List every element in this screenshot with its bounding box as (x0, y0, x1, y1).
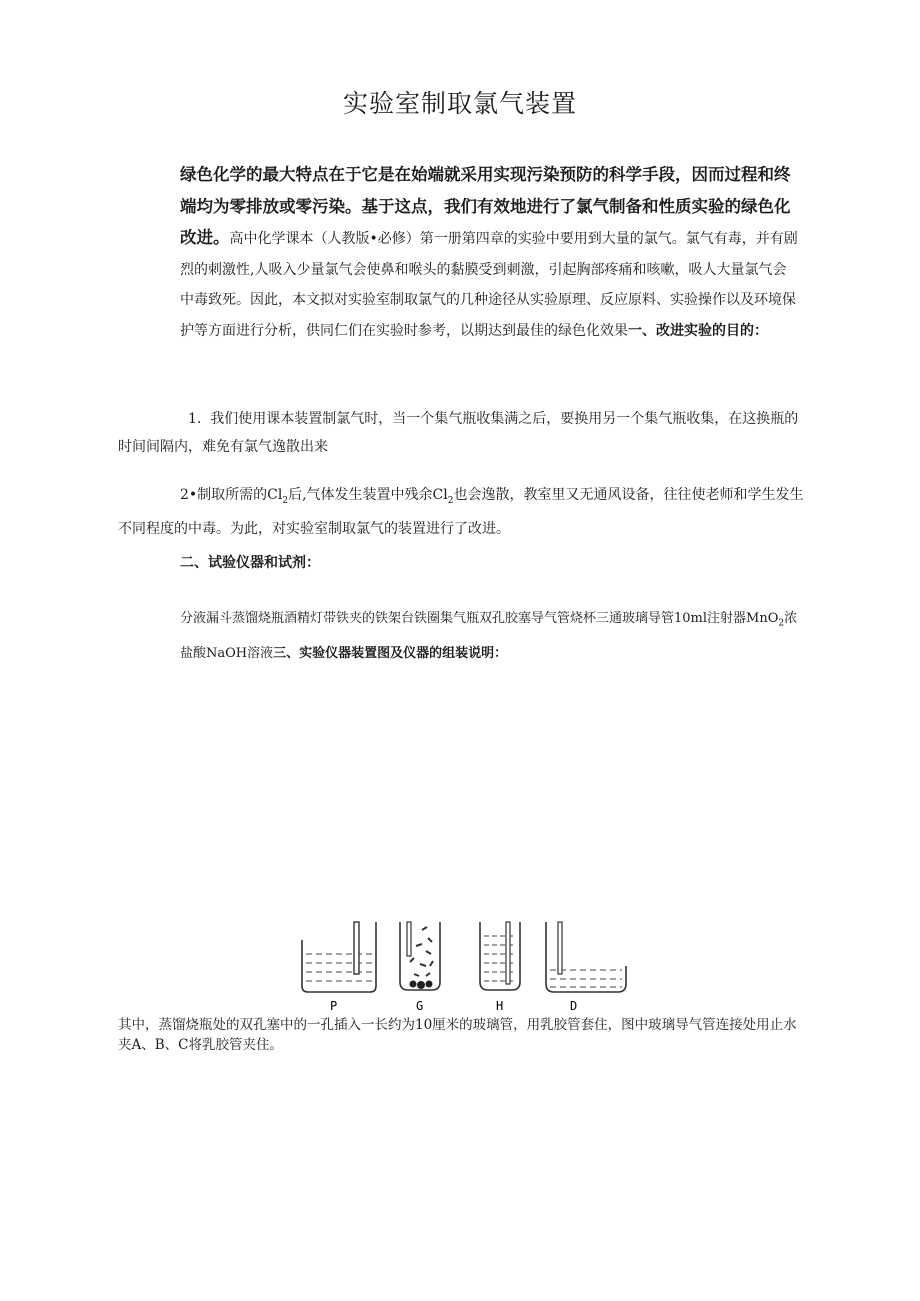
purpose-item-1 (118, 405, 804, 461)
reagents-text-b: 浓盐酸NaOH溶液 (180, 611, 798, 661)
reagents-text-a: 分液漏斗蒸馏烧瓶酒精灯带铁夹的铁架台铁圈集气瓶双孔胶塞导气管烧杯三通玻璃导管10ml注射器MnO (180, 611, 779, 626)
purpose-item-1-number: 1. (188, 411, 202, 427)
purpose-item-1-text: 我们使用课本装置制氯气时，当一个集气瓶收集满之后，要换用另一个集气瓶收集，在这换瓶的时间间隔内，难免有氯气逸散出来 (118, 411, 799, 455)
figure-label-P: P (330, 999, 338, 1013)
purpose-item-2-prefix: 2•制取所需的Cl (180, 487, 283, 503)
figure-label-H: H (496, 999, 504, 1013)
intro-paragraph (180, 160, 798, 346)
apparatus-G (400, 922, 440, 990)
subscript: 2 (778, 618, 785, 629)
subscript: 2 (447, 495, 454, 506)
apparatus-P (302, 922, 376, 992)
section1-heading: 一、改进实验的目的： (628, 322, 768, 339)
intro-bold-lead: 绿色化学的最大特点在于它是在始端就采用实现污染预防的科学手段，因而过程和终端均为零排放或零污染。基于这点，我们有效地进行了氯气制备和性质实验的绿色化改进。 (180, 165, 791, 247)
apparatus-D (546, 922, 626, 992)
reagents-list (180, 604, 808, 669)
purpose-item-2 (118, 481, 804, 543)
apparatus-figure (300, 918, 630, 1016)
page-title: 实验室制取氯气装置 (342, 89, 577, 118)
purpose-item-2-middle: 后,气体发生装置中残余Cl (288, 487, 448, 503)
subscript: 2 (282, 495, 289, 506)
footer-note: 其中，蒸馏烧瓶处的双孔塞中的一孔插入一长约为10厘米的玻璃管，用乳胶管套住，图中玻璃导气管连接处用止水夹A、B、C将乳胶管夹住。 (118, 1017, 797, 1053)
purpose-item-2-suffix: 也会逸散，教室里又无通风设备，往往使老师和学生发生不同程度的中毒。为此，对实验室制取氯气的装置进行了改进。 (118, 487, 804, 537)
section2-heading: 二、试验仪器和试剂： (180, 555, 320, 571)
section3-heading: 三、实验仪器装置图及仪器的组装说明： (273, 645, 508, 661)
apparatus-H (480, 922, 520, 990)
figure-label-G: G (416, 999, 424, 1013)
intro-body: 高中化学课本（人教版•必修）第一册第四章的实验中要用到大量的氯气。氯气有毒，并有剧烈的刺激性,人吸入少量氯气会使鼻和喉头的黏膜受到刺激，引起胸部疼痛和咳嗽，吸人大量氯气会中毒致死。因此，本文拟对实验室制取氯气的几种途径从实验原理、反应原料、实验操作以及环境保护等方面进行分析，供同仁们在实验时参考，以期达到最佳的绿色化效果 (180, 231, 798, 339)
figure-label-D: D (570, 999, 578, 1013)
